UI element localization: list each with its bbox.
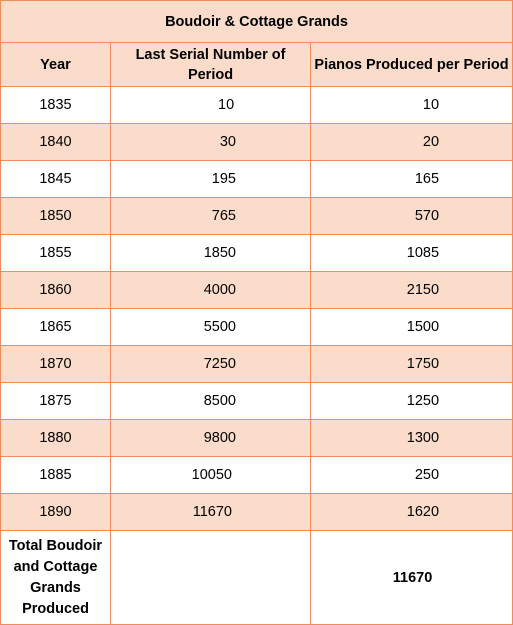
table-row [1, 420, 513, 457]
table-row [1, 124, 513, 161]
produced-cell: 1750 [311, 346, 513, 383]
serial-cell: 10 [111, 87, 311, 124]
header-pianos-produced: Pianos Produced per Period [311, 43, 513, 87]
year-cell: 1885 [1, 457, 111, 494]
serial-cell: 4000 [111, 272, 311, 309]
year-cell: 1855 [1, 235, 111, 272]
total-label: Total Boudoir and Cottage Grands Produced [1, 531, 111, 625]
year-cell: 1875 [1, 383, 111, 420]
produced-cell: 1250 [311, 383, 513, 420]
produced-cell: 165 [311, 161, 513, 198]
serial-cell: 5500 [111, 309, 311, 346]
table-row [1, 383, 513, 420]
year-cell: 1860 [1, 272, 111, 309]
table-row [1, 87, 513, 124]
serial-cell: 8500 [111, 383, 311, 420]
serial-cell: 10050 [111, 457, 311, 494]
produced-cell: 1620 [311, 494, 513, 531]
header-last-serial: Last Serial Number of Period [111, 43, 311, 87]
title-row [1, 1, 513, 43]
produced-cell: 1500 [311, 309, 513, 346]
table-row [1, 161, 513, 198]
year-cell: 1850 [1, 198, 111, 235]
year-cell: 1865 [1, 309, 111, 346]
serial-cell: 30 [111, 124, 311, 161]
table-row [1, 272, 513, 309]
serial-cell: 9800 [111, 420, 311, 457]
header-year: Year [1, 43, 111, 87]
produced-cell: 250 [311, 457, 513, 494]
year-cell: 1835 [1, 87, 111, 124]
total-row [1, 531, 513, 625]
serial-cell: 765 [111, 198, 311, 235]
table-row [1, 494, 513, 531]
year-cell: 1840 [1, 124, 111, 161]
year-cell: 1890 [1, 494, 111, 531]
serial-cell: 195 [111, 161, 311, 198]
total-serial-cell [111, 531, 311, 625]
year-cell: 1845 [1, 161, 111, 198]
serial-cell: 7250 [111, 346, 311, 383]
header-row [1, 43, 513, 87]
produced-cell: 1300 [311, 420, 513, 457]
table-title: Boudoir & Cottage Grands [1, 1, 513, 43]
year-cell: 1880 [1, 420, 111, 457]
serial-cell: 1850 [111, 235, 311, 272]
serial-cell: 11670 [111, 494, 311, 531]
produced-cell: 2150 [311, 272, 513, 309]
table-row [1, 235, 513, 272]
table-row [1, 457, 513, 494]
produced-cell: 20 [311, 124, 513, 161]
produced-cell: 570 [311, 198, 513, 235]
table-row [1, 309, 513, 346]
total-produced-value: 11670 [311, 531, 513, 625]
year-cell: 1870 [1, 346, 111, 383]
table-row [1, 198, 513, 235]
table-row [1, 346, 513, 383]
produced-cell: 10 [311, 87, 513, 124]
produced-cell: 1085 [311, 235, 513, 272]
